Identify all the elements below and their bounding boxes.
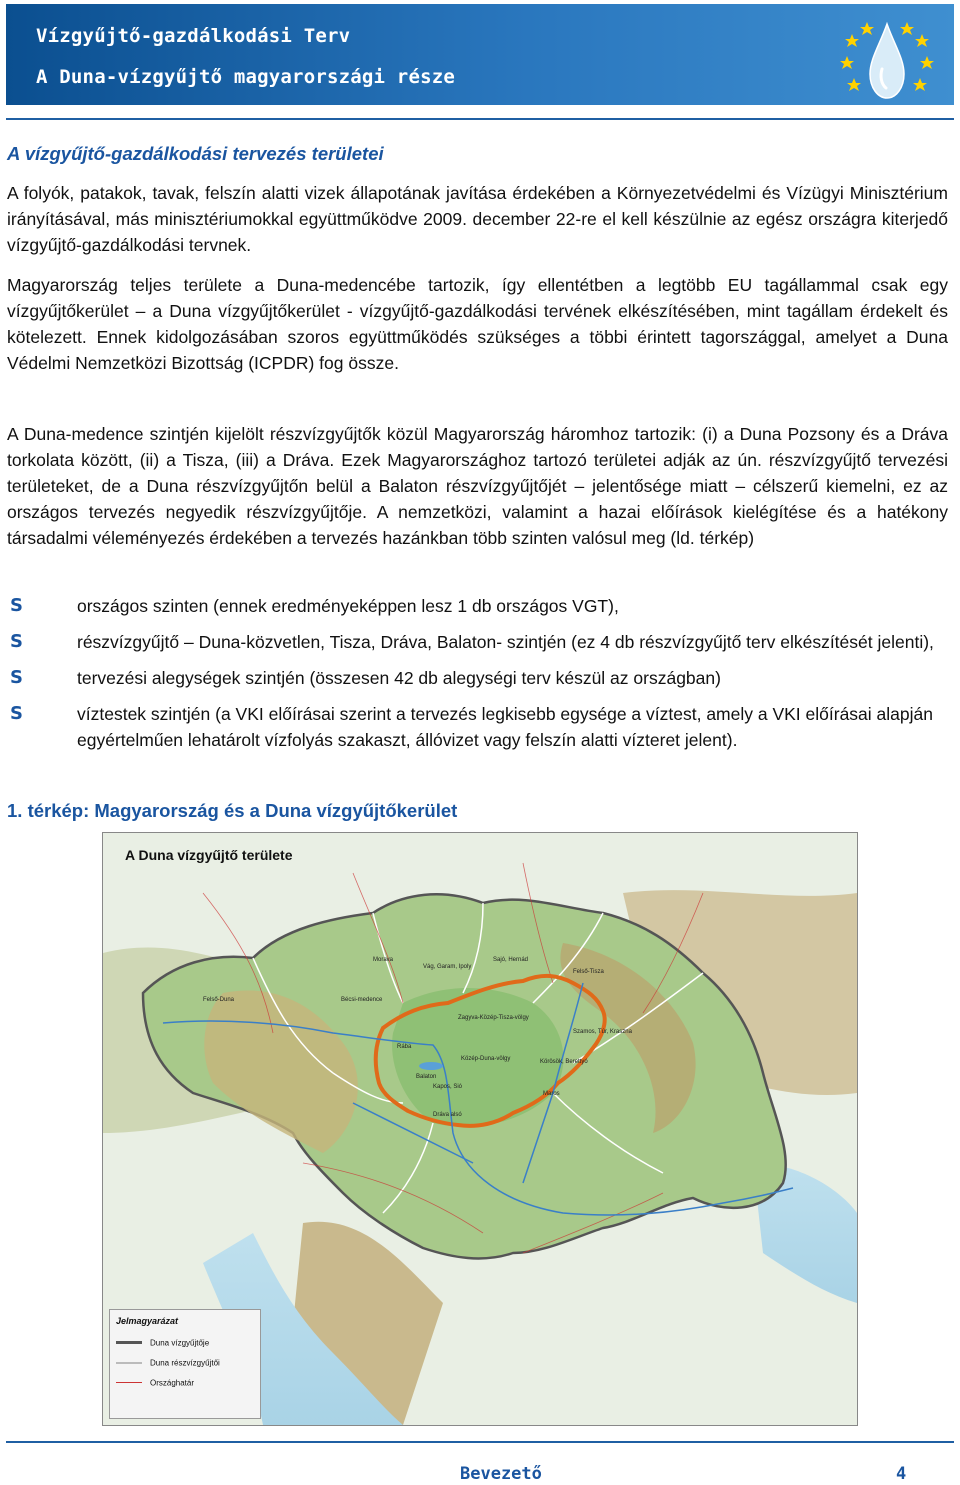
label-vag-garam-ipoly: Vág, Garam, Ipoly xyxy=(423,964,472,970)
balaton-lake xyxy=(419,1062,443,1070)
list-item xyxy=(7,593,948,619)
paragraph-danube-basin-part1: Magyarország teljes területe a Duna-medencébe tartozik, így ellentétben a legtöbb EU tagállammal csak egy vízgyűjtőkerület – a Duna vízgyűjtőkerület - vízgyűjtő-gazdálkodási tervének elkészítésében, mint tagállam érdekelt és kötelezett. xyxy=(7,275,948,347)
planning-levels-list xyxy=(7,593,948,763)
list-item xyxy=(7,665,948,691)
list-item-text: víztestek szintjén (a VKI előírásai szerint a tervezés legkisebb egysége a víztest, amely a VKI előírásai alapján egyértelműen lehatárolt vízfolyás szakaszt, állóvizet vagy felszín alatti vízteret jelent). xyxy=(77,704,933,750)
label-sajo-hernad: Sajó, Hernád xyxy=(493,957,529,963)
list-item-text: részvízgyűjtő – Duna-közvetlen, Tisza, Dráva, Balaton- szintjén (ez 4 db részvízgyűjtő terv elkészítését jelenti), xyxy=(77,632,934,652)
legend-label: Országhatár xyxy=(150,1378,195,1388)
header-subtitle: A Duna-vízgyűjtő magyarországi része xyxy=(36,66,456,88)
header-title: Vízgyűjtő-gazdálkodási Terv xyxy=(36,25,351,47)
legend-swatch xyxy=(116,1341,142,1344)
list-item-text: országos szinten (ennek eredményeképpen lesz 1 db országos VGT), xyxy=(77,596,619,616)
label-korosok: Körösök, Berettyó xyxy=(540,1059,588,1065)
paragraph-danube-basin-part2: Ennek kidolgozásában szoros együttműködés szükséges a többi érintett tagországgal, amelyet a Duna Védelmi Nemzetközi Bizottság (ICPDR) fog össze. xyxy=(7,327,948,373)
legend-item-basin xyxy=(116,1338,209,1350)
map-title: A Duna vízgyűjtő területe xyxy=(125,847,293,863)
label-morava: Morava xyxy=(373,957,394,963)
paragraph-subbasins: A Duna-medence szintjén kijelölt részvízgyűjtők közül Magyarország háromhoz tartozik: (i) a Duna Pozsony és a Dráva torkolata között, (ii) a Tisza, (iii) a Dráva. Ezek Magyarországhoz tartozó területei adják az ún. részvízgyűjtő tervezési területeket, de a Duna részvízgyűjtőn belül a Balaton részvízgyűjtőjét – jelentősége miatt – célszerű kiemelni, ez az országos tervezés negyedik részvízgyűjtője. A nemzetközi, valamint a hazai előírások kielégítése és a hatékony társadalmi véleményezés érdekében a tervezés hazánkban több szinten valósul meg (ld. térkép) xyxy=(7,424,948,548)
bullet-s-icon: S xyxy=(10,667,23,688)
list-item xyxy=(7,701,948,753)
list-item-text: tervezési alegységek szintjén (összesen 42 db alegységi terv készül az országban) xyxy=(77,668,721,688)
paragraph-danube-basin xyxy=(7,272,948,376)
map-caption: 1. térkép: Magyarország és a Duna vízgyűjtőkerület xyxy=(7,800,458,821)
label-drava-also: Dráva alsó xyxy=(433,1112,462,1118)
section-title: A vízgyűjtő-gazdálkodási tervezés területei xyxy=(7,143,384,164)
water-drop-eu-stars-icon xyxy=(832,14,942,104)
bullet-s-icon: S xyxy=(10,595,23,616)
bullet-s-icon: S xyxy=(10,703,23,724)
legend-label: Duna vízgyűjtője xyxy=(150,1338,210,1348)
header-banner xyxy=(6,4,954,105)
label-becsi-medence: Bécsi-medence xyxy=(341,997,383,1003)
label-maros: Maros xyxy=(543,1091,560,1097)
label-kozep-duna: Közép-Duna-völgy xyxy=(461,1056,511,1062)
legend-title: Jelmagyarázat xyxy=(116,1316,179,1326)
label-raba: Rába xyxy=(397,1044,412,1050)
legend-swatch xyxy=(116,1362,142,1364)
header-rule xyxy=(6,118,954,120)
danube-basin-map xyxy=(102,832,858,1426)
legend-item-subbasin xyxy=(116,1358,220,1370)
label-szamos: Szamos, Túr, Kraszna xyxy=(573,1029,632,1035)
legend-item-country xyxy=(116,1378,194,1390)
footer-section: Bevezető xyxy=(460,1464,542,1484)
footer-rule xyxy=(6,1441,954,1443)
legend-label: Duna részvízgyűjtői xyxy=(150,1358,220,1368)
label-felso-tisza: Felső-Tisza xyxy=(573,969,604,975)
intro-paragraph: A folyók, patakok, tavak, felszín alatti vizek állapotának javítása érdekében a Környezetvédelmi és Vízügyi Minisztérium irányításával, más minisztériumokkal együttműködve 2009. december 22-re el kell készülnie az egész országra kiterjedő vízgyűjtő-gazdálkodási tervnek. xyxy=(7,183,948,255)
list-item xyxy=(7,629,948,655)
page-number: 4 xyxy=(896,1464,907,1484)
label-balaton: Balaton xyxy=(416,1074,437,1080)
legend-swatch xyxy=(116,1382,142,1383)
label-kapos-sio: Kapos, Sió xyxy=(433,1084,463,1090)
bullet-s-icon: S xyxy=(10,631,23,652)
map-legend xyxy=(109,1309,261,1419)
label-zagyva: Zagyva-Közép-Tisza-völgy xyxy=(458,1015,529,1021)
label-felso-duna: Felső-Duna xyxy=(203,997,235,1003)
